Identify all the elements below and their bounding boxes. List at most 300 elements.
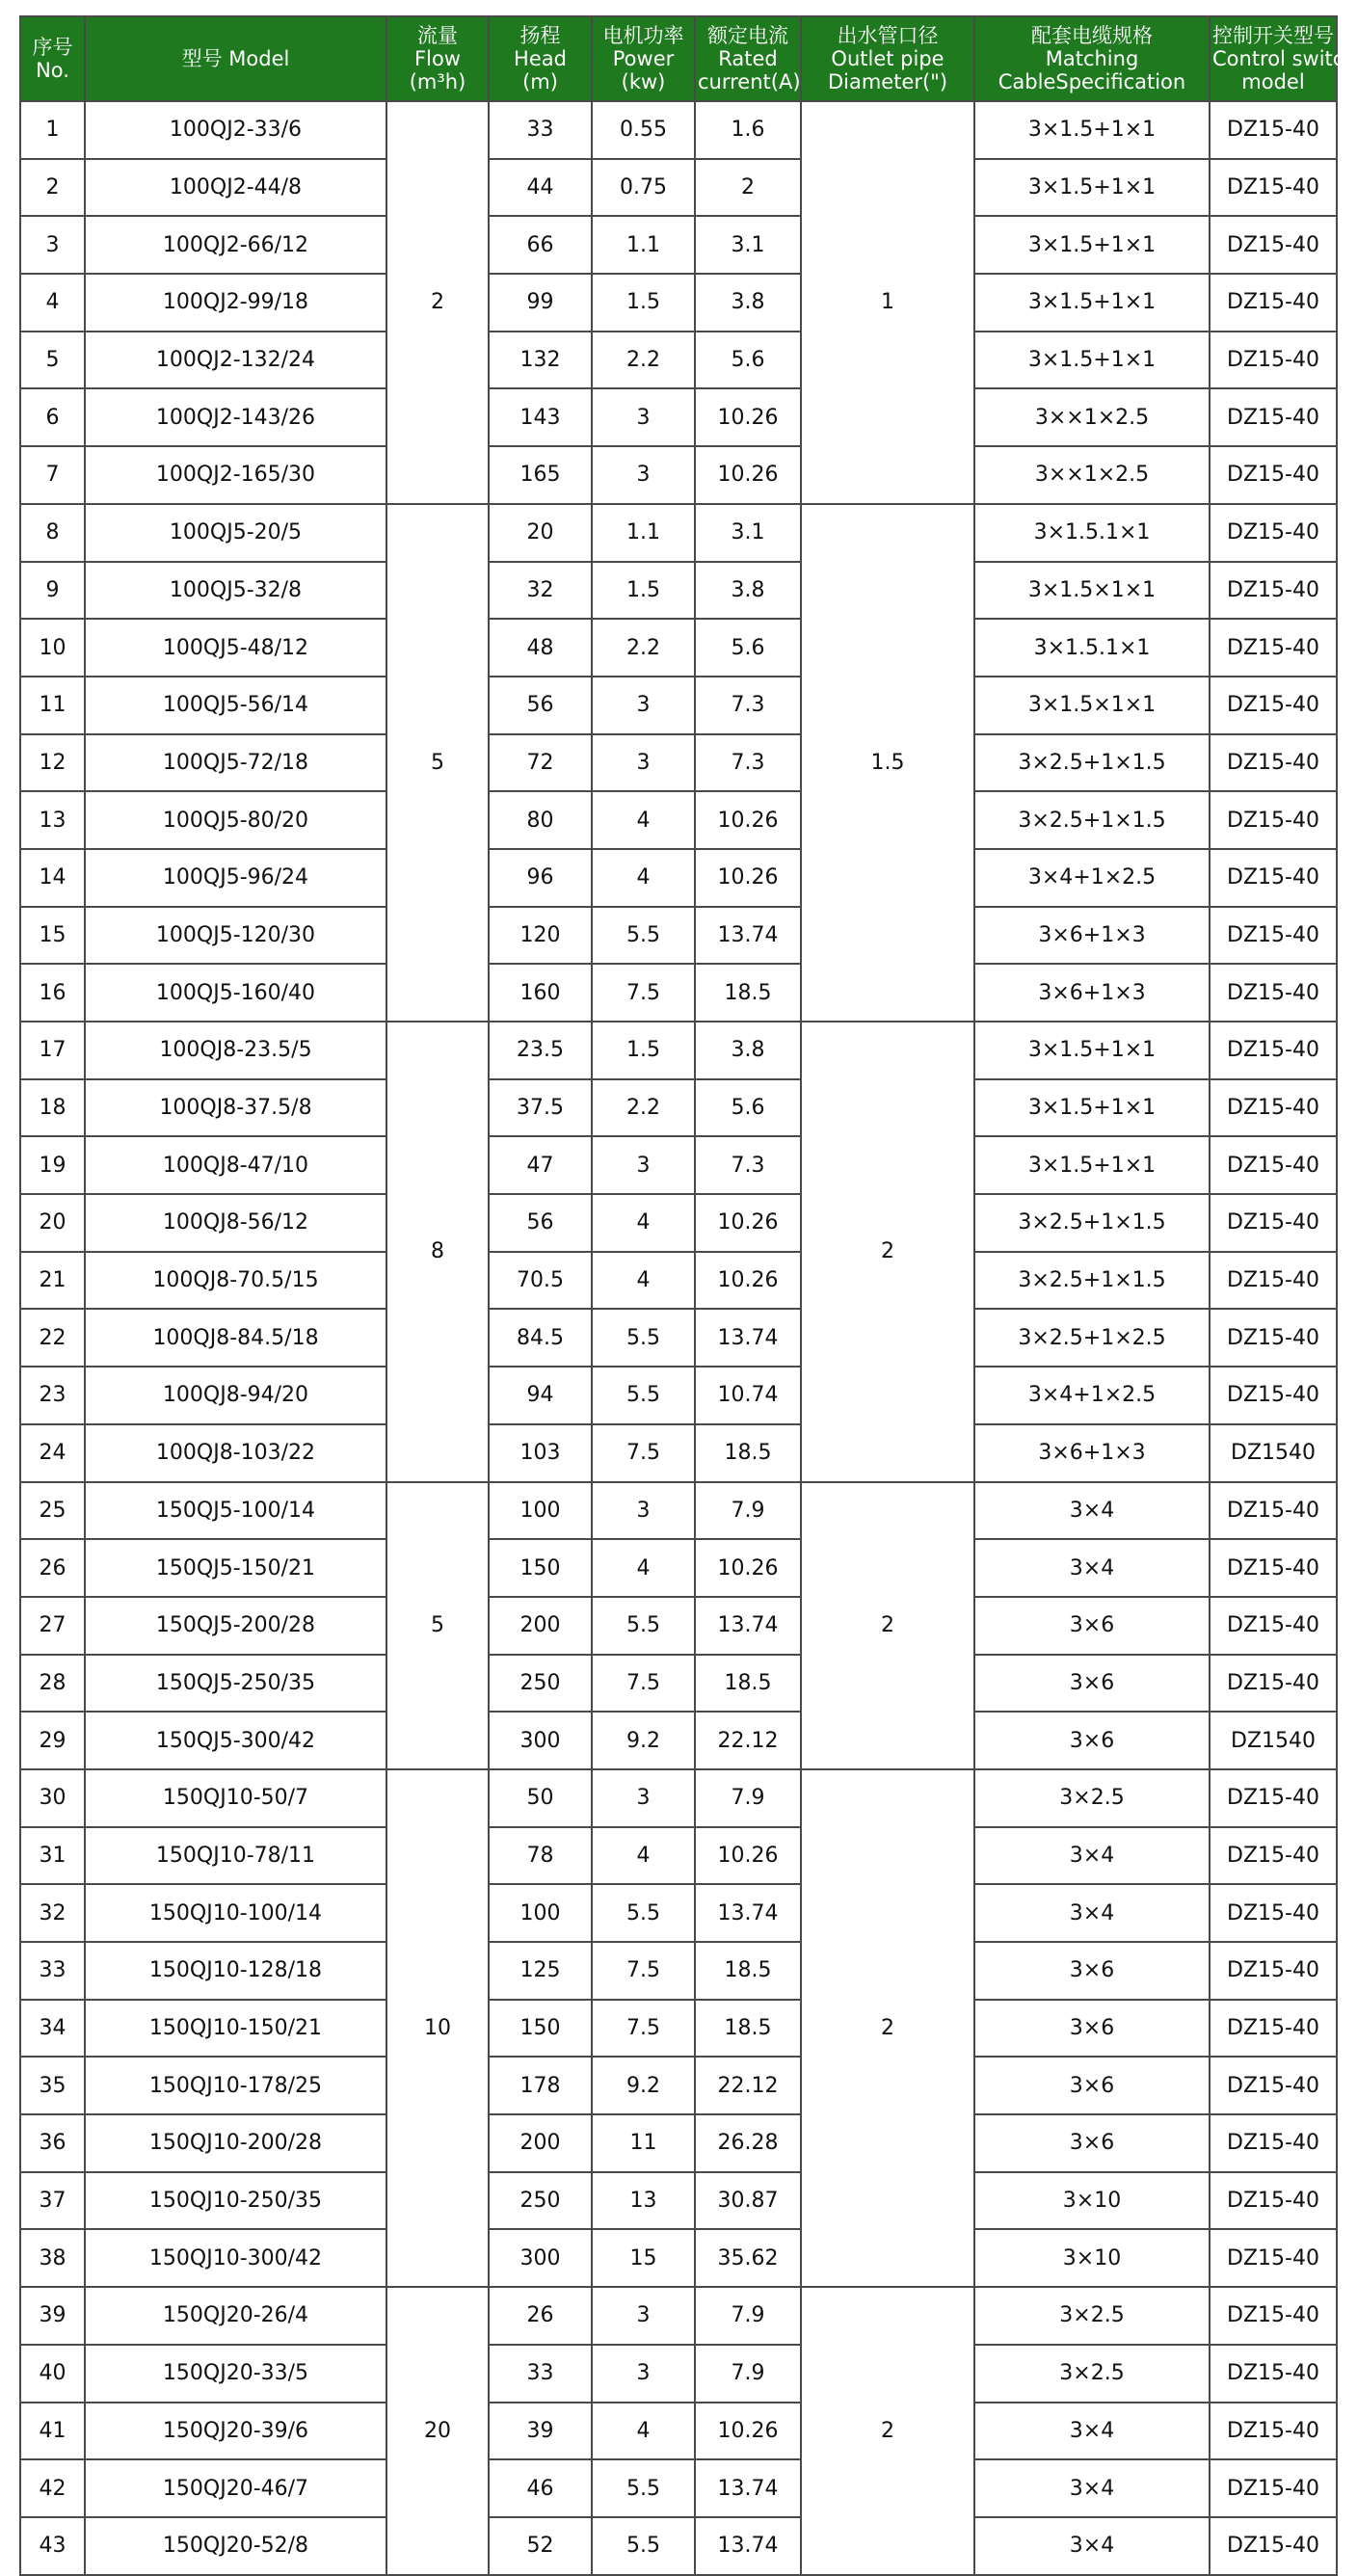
cell-model: 150QJ5-250/35 [85, 1655, 386, 1713]
cell-head: 20 [489, 504, 592, 562]
cell-model: 150QJ10-128/18 [85, 1942, 386, 2000]
cell-cable: 3×4+1×2.5 [974, 849, 1210, 907]
cell-model: 100QJ8-37.5/8 [85, 1079, 386, 1137]
cell-power: 3 [592, 2345, 695, 2403]
cell-switch: DZ15-40 [1210, 1194, 1337, 1252]
cell-switch: DZ1540 [1210, 1424, 1337, 1482]
cell-cable: 3×1.5+1×1 [974, 1079, 1210, 1137]
cell-power: 3 [592, 1136, 695, 1194]
cell-power: 5.5 [592, 1367, 695, 1424]
cell-cable: 3×4 [974, 1827, 1210, 1885]
cell-switch: DZ15-40 [1210, 446, 1337, 504]
table-row [20, 1482, 1337, 1540]
table-row [20, 734, 1337, 792]
cell-head: 300 [489, 2229, 592, 2287]
header-line: 出水管口径 [837, 24, 939, 47]
header-col-flow [386, 16, 489, 101]
cell-power: 4 [592, 1539, 695, 1597]
cell-no: 26 [20, 1539, 85, 1597]
cell-power: 4 [592, 849, 695, 907]
header-line: Matching [1045, 47, 1139, 70]
cell-no: 31 [20, 1827, 85, 1885]
cell-cable: 3×4 [974, 1539, 1210, 1597]
cell-current: 18.5 [695, 1942, 801, 2000]
cell-diameter: 1.5 [801, 504, 974, 1022]
cell-power: 7.5 [592, 964, 695, 1022]
cell-model: 100QJ8-70.5/15 [85, 1252, 386, 1310]
cell-current: 10.74 [695, 1367, 801, 1424]
table-row [20, 964, 1337, 1022]
table-header [20, 16, 1357, 101]
cell-switch: DZ15-40 [1210, 2000, 1337, 2058]
cell-head: 66 [489, 216, 592, 274]
table-row [20, 1884, 1337, 1942]
cell-current: 13.74 [695, 1309, 801, 1367]
cell-model: 150QJ10-250/35 [85, 2172, 386, 2230]
cell-power: 5.5 [592, 1309, 695, 1367]
cell-head: 84.5 [489, 1309, 592, 1367]
cell-current: 18.5 [695, 1424, 801, 1482]
cell-current: 13.74 [695, 2459, 801, 2517]
cell-current: 22.12 [695, 2057, 801, 2114]
cell-cable: 3×6 [974, 1942, 1210, 2000]
header-line: 流量 [417, 24, 458, 47]
cell-no: 25 [20, 1482, 85, 1540]
cell-power: 7.5 [592, 1655, 695, 1713]
cell-power: 2.2 [592, 619, 695, 677]
cell-power: 3 [592, 734, 695, 792]
table-row [20, 388, 1337, 446]
cell-switch: DZ15-40 [1210, 1539, 1337, 1597]
cell-cable: 3×1.5+1×1 [974, 159, 1210, 217]
cell-current: 3.8 [695, 1022, 801, 1079]
pump-spec-sheet [19, 15, 1357, 2576]
cell-power: 5.5 [592, 907, 695, 965]
cell-no: 35 [20, 2057, 85, 2114]
cell-flow: 5 [386, 504, 489, 1022]
table-row [20, 1655, 1337, 1713]
cell-head: 125 [489, 1942, 592, 2000]
cell-head: 150 [489, 1539, 592, 1597]
cell-power: 4 [592, 1252, 695, 1310]
cell-head: 26 [489, 2287, 592, 2345]
cell-switch: DZ15-40 [1210, 159, 1337, 217]
cell-model: 100QJ5-120/30 [85, 907, 386, 965]
cell-no: 43 [20, 2517, 85, 2575]
cell-model: 100QJ8-23.5/5 [85, 1022, 386, 1079]
cell-head: 100 [489, 1884, 592, 1942]
cell-switch: DZ15-40 [1210, 964, 1337, 1022]
cell-no: 24 [20, 1424, 85, 1482]
cell-power: 9.2 [592, 1712, 695, 1769]
cell-model: 100QJ2-44/8 [85, 159, 386, 217]
header-col-diameter [801, 16, 974, 101]
cell-current: 1.6 [695, 101, 801, 159]
cell-switch: DZ15-40 [1210, 2172, 1337, 2230]
cell-cable: 3×2.5 [974, 1769, 1210, 1827]
cell-cable: 3××1×2.5 [974, 446, 1210, 504]
header-line: CableSpecification [998, 70, 1186, 93]
cell-cable: 3×6 [974, 1655, 1210, 1713]
cell-model: 150QJ20-46/7 [85, 2459, 386, 2517]
cell-power: 3 [592, 388, 695, 446]
table-row [20, 1367, 1337, 1424]
cell-cable: 3×2.5 [974, 2345, 1210, 2403]
cell-power: 5.5 [592, 1597, 695, 1655]
cell-flow: 20 [386, 2287, 489, 2574]
table-row [20, 619, 1337, 677]
cell-head: 80 [489, 791, 592, 849]
table-row [20, 446, 1337, 504]
cell-head: 178 [489, 2057, 592, 2114]
header-line: Rated [718, 47, 778, 70]
cell-current: 10.26 [695, 1539, 801, 1597]
cell-power: 3 [592, 2287, 695, 2345]
cell-current: 5.6 [695, 332, 801, 389]
cell-current: 7.3 [695, 677, 801, 734]
cell-model: 150QJ10-200/28 [85, 2114, 386, 2172]
cell-switch: DZ15-40 [1210, 1597, 1337, 1655]
cell-no: 6 [20, 388, 85, 446]
table-row [20, 101, 1337, 159]
cell-switch: DZ15-40 [1210, 332, 1337, 389]
cell-current: 26.28 [695, 2114, 801, 2172]
cell-power: 9.2 [592, 2057, 695, 2114]
cell-head: 143 [489, 388, 592, 446]
cell-power: 0.55 [592, 101, 695, 159]
cell-model: 100QJ2-99/18 [85, 274, 386, 332]
cell-current: 10.26 [695, 849, 801, 907]
cell-model: 100QJ5-48/12 [85, 619, 386, 677]
cell-switch: DZ15-40 [1210, 1827, 1337, 1885]
cell-cable: 3×1.5×1×1 [974, 562, 1210, 620]
cell-head: 52 [489, 2517, 592, 2575]
cell-no: 34 [20, 2000, 85, 2058]
cell-cable: 3×4 [974, 2517, 1210, 2575]
cell-cable: 3×6+1×3 [974, 964, 1210, 1022]
header-line: 控制开关型号 [1212, 24, 1334, 47]
cell-model: 100QJ5-72/18 [85, 734, 386, 792]
cell-head: 100 [489, 1482, 592, 1540]
cell-cable: 3××1×2.5 [974, 388, 1210, 446]
cell-model: 100QJ8-94/20 [85, 1367, 386, 1424]
cell-model: 100QJ2-143/26 [85, 388, 386, 446]
cell-switch: DZ15-40 [1210, 216, 1337, 274]
cell-model: 100QJ8-84.5/18 [85, 1309, 386, 1367]
header-col-cable [974, 16, 1210, 101]
table-row [20, 1136, 1337, 1194]
cell-switch: DZ15-40 [1210, 1079, 1337, 1137]
cell-model: 100QJ8-47/10 [85, 1136, 386, 1194]
cell-model: 150QJ20-52/8 [85, 2517, 386, 2575]
header-line: Power [612, 47, 675, 70]
cell-cable: 3×6+1×3 [974, 907, 1210, 965]
cell-model: 150QJ10-150/21 [85, 2000, 386, 2058]
table-row [20, 2459, 1337, 2517]
cell-power: 3 [592, 446, 695, 504]
cell-switch: DZ15-40 [1210, 2403, 1337, 2460]
cell-current: 13.74 [695, 2517, 801, 2575]
cell-no: 27 [20, 1597, 85, 1655]
cell-cable: 3×10 [974, 2229, 1210, 2287]
table-row [20, 159, 1337, 217]
cell-current: 5.6 [695, 619, 801, 677]
cell-no: 1 [20, 101, 85, 159]
cell-power: 4 [592, 2403, 695, 2460]
cell-head: 99 [489, 274, 592, 332]
cell-current: 7.9 [695, 2345, 801, 2403]
cell-switch: DZ15-40 [1210, 2517, 1337, 2575]
cell-head: 56 [489, 1194, 592, 1252]
cell-power: 3 [592, 1482, 695, 1540]
cell-no: 4 [20, 274, 85, 332]
cell-no: 11 [20, 677, 85, 734]
cell-no: 29 [20, 1712, 85, 1769]
cell-switch: DZ15-40 [1210, 619, 1337, 677]
cell-cable: 3×4+1×2.5 [974, 1367, 1210, 1424]
cell-power: 1.1 [592, 504, 695, 562]
cell-cable: 3×2.5+1×1.5 [974, 734, 1210, 792]
cell-switch: DZ15-40 [1210, 1252, 1337, 1310]
cell-head: 94 [489, 1367, 592, 1424]
cell-switch: DZ15-40 [1210, 1367, 1337, 1424]
cell-head: 250 [489, 1655, 592, 1713]
cell-no: 19 [20, 1136, 85, 1194]
cell-model: 150QJ5-200/28 [85, 1597, 386, 1655]
header-line: 电机功率 [602, 24, 684, 47]
cell-power: 1.5 [592, 274, 695, 332]
cell-switch: DZ15-40 [1210, 1482, 1337, 1540]
cell-no: 30 [20, 1769, 85, 1827]
cell-switch: DZ15-40 [1210, 2345, 1337, 2403]
cell-power: 4 [592, 1194, 695, 1252]
cell-power: 11 [592, 2114, 695, 2172]
header-line: Diameter(") [827, 70, 948, 93]
header-line: No. [36, 59, 69, 82]
cell-cable: 3×6 [974, 2114, 1210, 2172]
cell-model: 100QJ5-32/8 [85, 562, 386, 620]
cell-diameter: 1 [801, 101, 974, 504]
cell-head: 56 [489, 677, 592, 734]
table-row [20, 1079, 1337, 1137]
cell-no: 40 [20, 2345, 85, 2403]
cell-head: 150 [489, 2000, 592, 2058]
cell-power: 3 [592, 677, 695, 734]
cell-model: 100QJ5-56/14 [85, 677, 386, 734]
cell-switch: DZ15-40 [1210, 2459, 1337, 2517]
table-row [20, 1022, 1337, 1079]
table-row [20, 1597, 1337, 1655]
table-row [20, 332, 1337, 389]
cell-model: 150QJ10-50/7 [85, 1769, 386, 1827]
table-row [20, 2287, 1337, 2345]
cell-no: 20 [20, 1194, 85, 1252]
cell-no: 28 [20, 1655, 85, 1713]
cell-current: 10.26 [695, 2403, 801, 2460]
cell-head: 37.5 [489, 1079, 592, 1137]
cell-head: 78 [489, 1827, 592, 1885]
cell-head: 96 [489, 849, 592, 907]
cell-cable: 3×1.5+1×1 [974, 1022, 1210, 1079]
header-col-no [20, 16, 85, 101]
cell-head: 33 [489, 2345, 592, 2403]
cell-switch: DZ15-40 [1210, 2114, 1337, 2172]
cell-head: 72 [489, 734, 592, 792]
cell-no: 37 [20, 2172, 85, 2230]
cell-current: 30.87 [695, 2172, 801, 2230]
cell-head: 46 [489, 2459, 592, 2517]
header-line: (m³h) [409, 70, 466, 93]
cell-no: 42 [20, 2459, 85, 2517]
cell-current: 10.26 [695, 446, 801, 504]
table-row [20, 216, 1337, 274]
cell-current: 10.26 [695, 388, 801, 446]
table-row [20, 1539, 1337, 1597]
cell-head: 23.5 [489, 1022, 592, 1079]
cell-model: 150QJ10-78/11 [85, 1827, 386, 1885]
cell-model: 150QJ20-26/4 [85, 2287, 386, 2345]
table-row [20, 2229, 1337, 2287]
cell-diameter: 2 [801, 1769, 974, 2287]
table-row [20, 791, 1337, 849]
cell-head: 132 [489, 332, 592, 389]
cell-cable: 3×1.5.1×1 [974, 619, 1210, 677]
cell-switch: DZ15-40 [1210, 2287, 1337, 2345]
cell-model: 100QJ5-20/5 [85, 504, 386, 562]
table-row [20, 849, 1337, 907]
table-row [20, 1252, 1337, 1310]
cell-power: 1.1 [592, 216, 695, 274]
cell-cable: 3×4 [974, 1482, 1210, 1540]
table-row [20, 1194, 1337, 1252]
cell-head: 44 [489, 159, 592, 217]
cell-switch: DZ15-40 [1210, 274, 1337, 332]
header-line: (kw) [621, 70, 666, 93]
header-line: 额定电流 [707, 24, 788, 47]
cell-cable: 3×1.5×1×1 [974, 677, 1210, 734]
cell-flow: 10 [386, 1769, 489, 2287]
cell-no: 21 [20, 1252, 85, 1310]
cell-head: 32 [489, 562, 592, 620]
cell-cable: 3×1.5.1×1 [974, 504, 1210, 562]
table-row [20, 2403, 1337, 2460]
table-row [20, 2172, 1337, 2230]
header-line: Flow [414, 47, 461, 70]
header-line: (m) [522, 70, 558, 93]
cell-model: 100QJ5-96/24 [85, 849, 386, 907]
cell-no: 15 [20, 907, 85, 965]
cell-head: 48 [489, 619, 592, 677]
cell-current: 13.74 [695, 1884, 801, 1942]
cell-head: 50 [489, 1769, 592, 1827]
header-line: Control switch [1212, 47, 1357, 70]
cell-no: 9 [20, 562, 85, 620]
table-row [20, 1942, 1337, 2000]
cell-current: 22.12 [695, 1712, 801, 1769]
cell-power: 3 [592, 1769, 695, 1827]
cell-flow: 5 [386, 1482, 489, 1769]
cell-power: 2.2 [592, 332, 695, 389]
header-line: 配套电缆规格 [1031, 24, 1153, 47]
cell-switch: DZ15-40 [1210, 562, 1337, 620]
cell-no: 39 [20, 2287, 85, 2345]
cell-current: 7.9 [695, 2287, 801, 2345]
header-col-model [85, 16, 386, 101]
cell-switch: DZ15-40 [1210, 1884, 1337, 1942]
cell-no: 41 [20, 2403, 85, 2460]
cell-no: 14 [20, 849, 85, 907]
cell-cable: 3×4 [974, 1884, 1210, 1942]
cell-power: 0.75 [592, 159, 695, 217]
cell-switch: DZ15-40 [1210, 907, 1337, 965]
cell-current: 3.8 [695, 562, 801, 620]
header-line: 序号 [32, 36, 73, 59]
cell-cable: 3×6 [974, 2057, 1210, 2114]
cell-model: 100QJ2-33/6 [85, 101, 386, 159]
cell-no: 10 [20, 619, 85, 677]
cell-current: 3.8 [695, 274, 801, 332]
cell-switch: DZ15-40 [1210, 677, 1337, 734]
cell-current: 2 [695, 159, 801, 217]
cell-current: 10.26 [695, 791, 801, 849]
table-row [20, 2000, 1337, 2058]
cell-head: 103 [489, 1424, 592, 1482]
cell-cable: 3×6+1×3 [974, 1424, 1210, 1482]
cell-power: 7.5 [592, 1424, 695, 1482]
cell-power: 4 [592, 791, 695, 849]
header-line: 型号 Model [181, 47, 290, 70]
cell-model: 150QJ5-150/21 [85, 1539, 386, 1597]
cell-head: 165 [489, 446, 592, 504]
header-line: 扬程 [519, 24, 561, 47]
cell-cable: 3×1.5+1×1 [974, 101, 1210, 159]
cell-cable: 3×6 [974, 2000, 1210, 2058]
cell-switch: DZ15-40 [1210, 1655, 1337, 1713]
cell-head: 200 [489, 2114, 592, 2172]
cell-no: 7 [20, 446, 85, 504]
table-row [20, 562, 1337, 620]
cell-flow: 2 [386, 101, 489, 504]
header-line: Outlet pipe [831, 47, 945, 70]
cell-model: 150QJ5-100/14 [85, 1482, 386, 1540]
cell-no: 17 [20, 1022, 85, 1079]
cell-current: 18.5 [695, 964, 801, 1022]
cell-model: 100QJ8-56/12 [85, 1194, 386, 1252]
cell-switch: DZ15-40 [1210, 1769, 1337, 1827]
cell-no: 23 [20, 1367, 85, 1424]
cell-no: 18 [20, 1079, 85, 1137]
cell-no: 16 [20, 964, 85, 1022]
cell-no: 33 [20, 1942, 85, 2000]
cell-cable: 3×4 [974, 2459, 1210, 2517]
header-col-current [695, 16, 801, 101]
cell-switch: DZ15-40 [1210, 734, 1337, 792]
cell-cable: 3×6 [974, 1712, 1210, 1769]
cell-power: 5.5 [592, 2517, 695, 2575]
cell-no: 32 [20, 1884, 85, 1942]
cell-model: 150QJ5-300/42 [85, 1712, 386, 1769]
table-body [20, 101, 1337, 2575]
header-row [20, 16, 1337, 101]
cell-cable: 3×10 [974, 2172, 1210, 2230]
cell-diameter: 2 [801, 2287, 974, 2574]
cell-switch: DZ15-40 [1210, 2057, 1337, 2114]
cell-power: 7.5 [592, 2000, 695, 2058]
header-line: Head [514, 47, 567, 70]
header-col-power [592, 16, 695, 101]
cell-current: 5.6 [695, 1079, 801, 1137]
cell-model: 150QJ20-39/6 [85, 2403, 386, 2460]
